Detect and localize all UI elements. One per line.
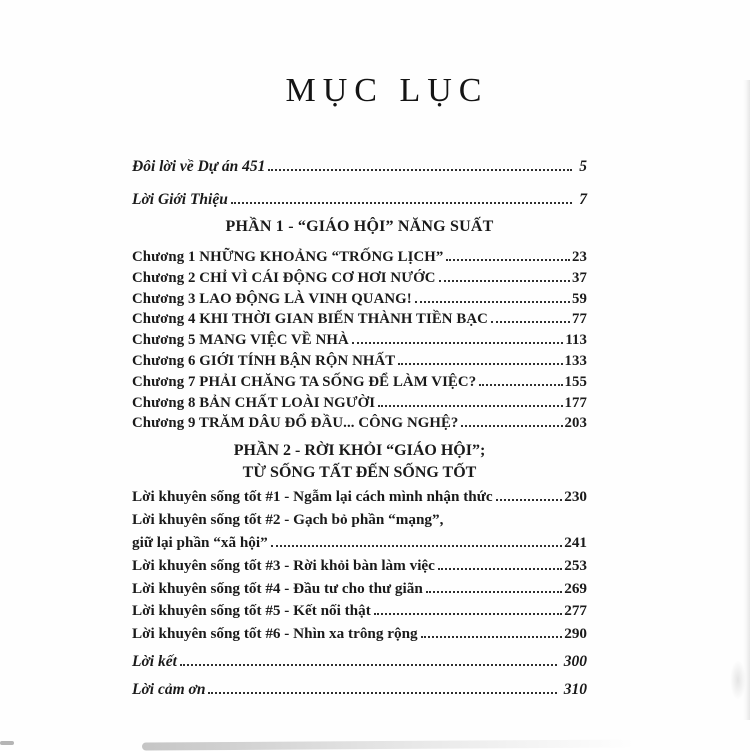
- toc-page-number: 300: [563, 653, 587, 670]
- toc-entry-label: Chương 6 GIỚI TÍNH BẬN RỘN NHẤT: [132, 352, 396, 369]
- toc-entry-label: Đôi lời về Dự án 451: [132, 158, 266, 175]
- toc-entry-label: Chương 7 PHẢI CHĂNG TA SỐNG ĐỂ LÀM VIỆC?: [132, 373, 477, 390]
- toc-row: [132, 415, 587, 436]
- toc-page-number: 241: [564, 533, 587, 551]
- toc-entry-label: Chương 5 MANG VIỆC VỀ NHÀ: [132, 332, 349, 349]
- leader-dots: [461, 424, 562, 427]
- toc-page-number: 269: [564, 579, 587, 597]
- leader-dots: [438, 567, 562, 570]
- leader-dots: [446, 258, 570, 261]
- toc-page-number: 290: [564, 625, 587, 643]
- leader-dots: [374, 612, 562, 615]
- toc-row: [132, 653, 587, 676]
- toc-entry-label: Lời khuyên sống tốt #3 - Rời khỏi bàn làm việc: [132, 556, 435, 574]
- toc-page-number: 277: [564, 602, 587, 620]
- toc-entry-label: Chương 4 KHI THỜI GIAN BIẾN THÀNH TIỀN BẠC: [132, 311, 488, 328]
- part2-heading: [132, 440, 587, 483]
- toc-row: [132, 291, 587, 312]
- toc-page-number: 177: [564, 394, 587, 411]
- toc-row: [132, 353, 587, 374]
- leader-dots: [496, 498, 563, 501]
- toc-entry-label: Lời khuyên sống tốt #4 - Đầu tư cho thư giãn: [132, 579, 423, 597]
- toc-entry-label: Chương 3 LAO ĐỘNG LÀ VINH QUANG!: [132, 290, 412, 307]
- toc-row: [132, 191, 587, 213]
- toc-row: [132, 681, 587, 704]
- toc-entry-label: Lời Giới Thiệu: [132, 191, 228, 208]
- toc-page-number: 7: [579, 191, 587, 208]
- toc-entry-label: Chương 2 CHỈ VÌ CÁI ĐỘNG CƠ HƠI NƯỚC: [132, 269, 436, 286]
- toc-row: [132, 249, 587, 270]
- toc-page-number: 203: [564, 415, 587, 432]
- toc-row: [132, 374, 587, 395]
- toc-entry-label: Lời khuyên sống tốt #2 - Gạch bỏ phần “mạng”,: [132, 510, 444, 528]
- toc-row: [132, 625, 587, 648]
- leader-dots: [268, 168, 572, 171]
- toc-page-number: 155: [564, 373, 587, 390]
- leader-dots: [439, 279, 571, 282]
- toc-page-number: 253: [564, 556, 587, 574]
- scan-smudge-right: [730, 660, 746, 700]
- toc-row: [132, 557, 587, 580]
- toc-row: [132, 580, 587, 603]
- leader-dots: [398, 362, 562, 365]
- scan-shadow-corner: [0, 741, 14, 745]
- toc-row: [132, 534, 587, 557]
- back-matter-section: [132, 653, 587, 709]
- toc-page-number: 133: [564, 352, 587, 369]
- toc-entry-label: Lời khuyên sống tốt #5 - Kết nối thật: [132, 602, 371, 620]
- toc-entry-label: Lời kết: [132, 653, 177, 670]
- toc-row: [132, 332, 587, 353]
- toc-row: [132, 511, 587, 534]
- toc-page-number: 59: [572, 290, 587, 307]
- toc-row: [132, 158, 587, 180]
- leader-dots: [271, 544, 563, 547]
- part2-heading-line1: PHẦN 2 - RỜI KHỎI “GIÁO HỘI”;: [233, 442, 486, 459]
- toc-entry-label: Chương 8 BẢN CHẤT LOÀI NGƯỜI: [132, 394, 376, 411]
- leader-dots: [491, 320, 570, 323]
- toc-entry-label: Lời khuyên sống tốt #1 - Ngẫm lại cách mình nhận thức: [132, 488, 493, 505]
- toc-page-number: 230: [564, 488, 587, 505]
- toc-row: [132, 488, 587, 511]
- part2-heading-line2: TỪ SỐNG TẤT ĐẾN SỐNG TỐT: [242, 463, 477, 481]
- leader-dots: [180, 663, 557, 666]
- toc-entry-label: Lời cảm ơn: [132, 681, 206, 698]
- leader-dots: [415, 300, 570, 303]
- scan-shadow-bottom: [142, 739, 637, 750]
- leader-dots: [352, 341, 564, 344]
- page-title: MỤC LỤC: [285, 72, 489, 109]
- toc-page-number: 5: [579, 158, 587, 175]
- toc-page-number: 113: [565, 332, 587, 349]
- toc-row: [132, 270, 587, 291]
- toc-entry-label: Chương 9 TRĂM DÂU ĐỔ ĐẦU... CÔNG NGHỆ?: [132, 415, 459, 432]
- leader-dots: [421, 635, 563, 638]
- leader-dots: [426, 590, 562, 593]
- toc-entry-label: Lời khuyên sống tốt #6 - Nhìn xa trông rộng: [132, 625, 418, 643]
- toc-row: [132, 602, 587, 625]
- part2-entry-list: [132, 488, 587, 648]
- toc-page-number: 37: [572, 269, 587, 286]
- part1-chapter-list: [132, 249, 587, 436]
- toc-page-number: 77: [572, 311, 587, 328]
- leader-dots: [479, 383, 562, 386]
- toc-page-number: 310: [563, 681, 587, 698]
- toc-row: [132, 311, 587, 332]
- leader-dots: [231, 201, 572, 204]
- front-matter-section: [132, 158, 587, 224]
- toc-entry-label: Chương 1 NHỮNG KHOẢNG “TRỐNG LỊCH”: [132, 249, 444, 265]
- part1-heading: PHẦN 1 - “GIÁO HỘI” NĂNG SUẤT: [225, 218, 494, 235]
- leader-dots: [208, 691, 556, 694]
- leader-dots: [378, 404, 562, 407]
- toc-entry-label: giữ lại phần “xã hội”: [132, 533, 268, 551]
- toc-page-number: 23: [572, 249, 587, 265]
- toc-row: [132, 395, 587, 416]
- scan-edge-right: [743, 80, 750, 720]
